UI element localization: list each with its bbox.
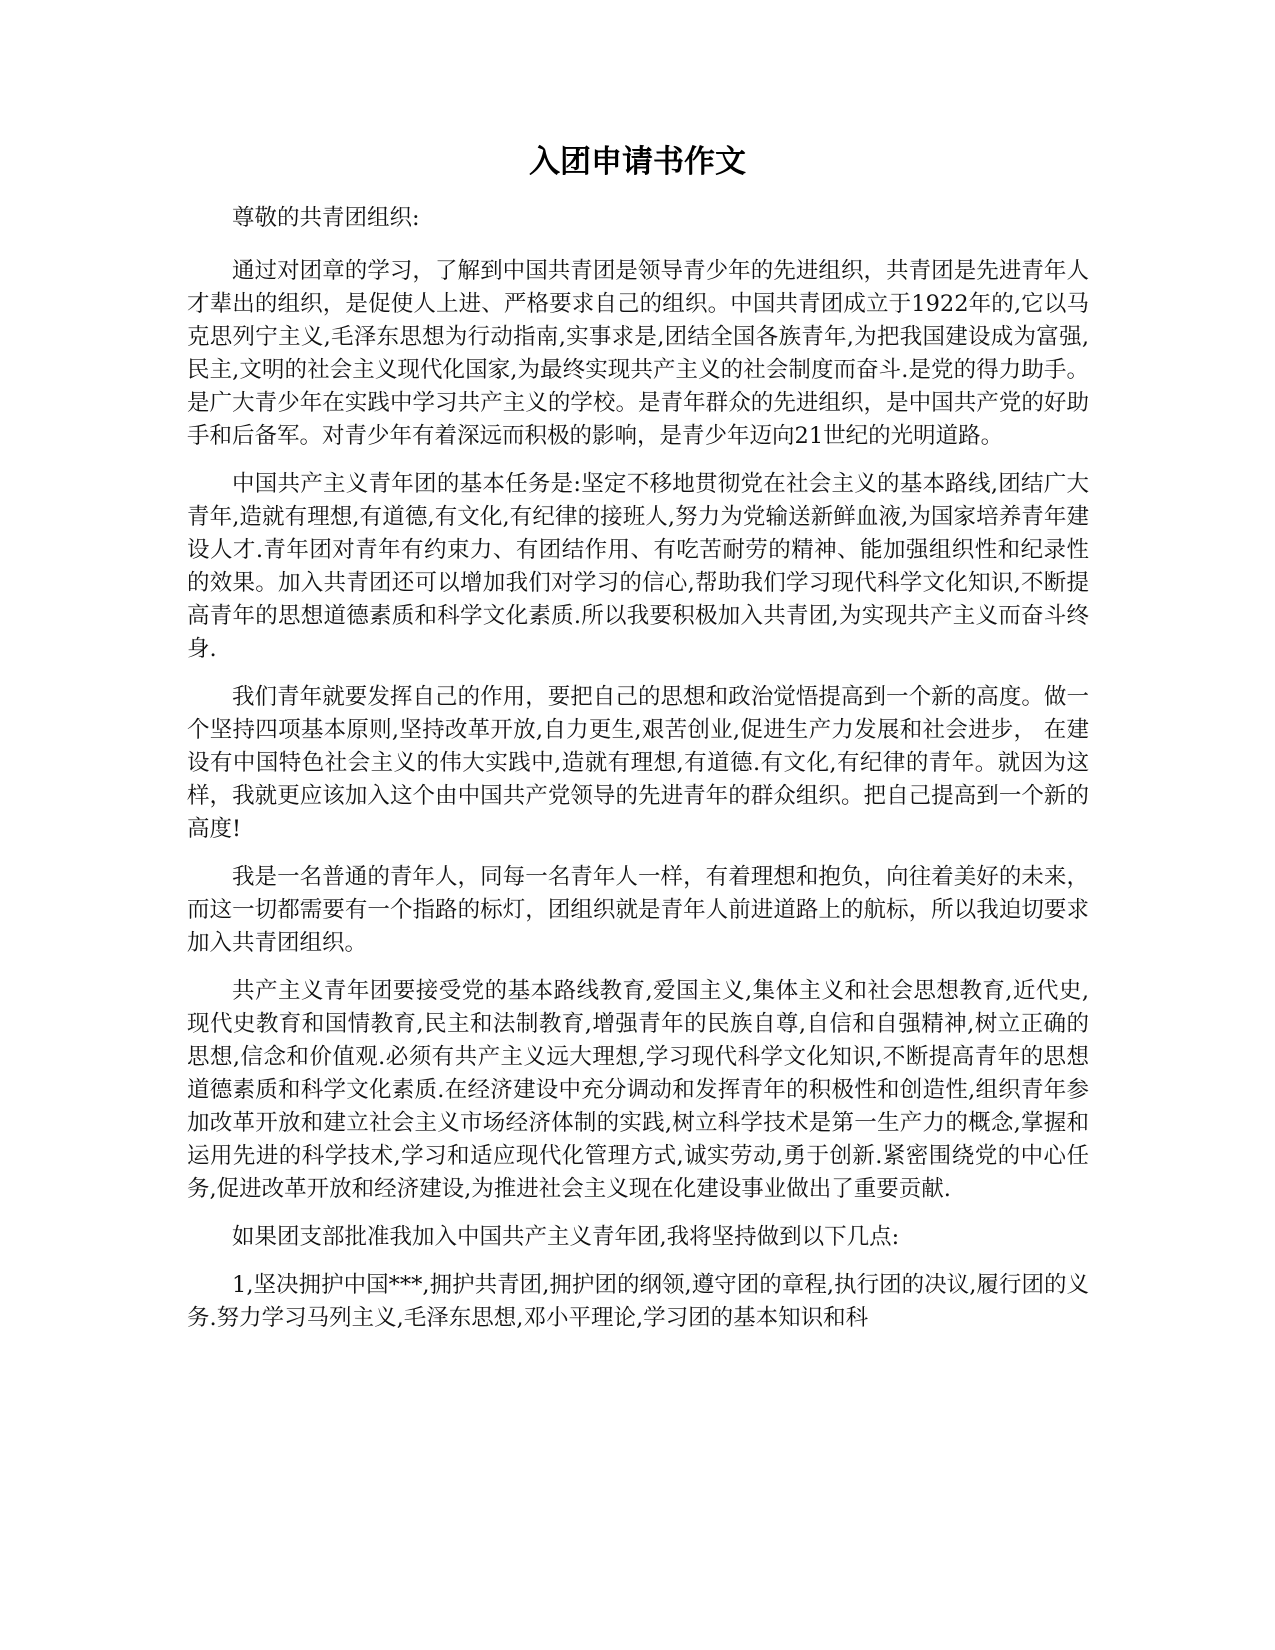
salutation: 尊敬的共青团组织: <box>232 205 420 231</box>
paragraph-6: 如果团支部批准我加入中国共产主义青年团,我将坚持做到以下几点: <box>232 1224 900 1250</box>
paragraph-5: 共产主义青年团要接受党的基本路线教育,爱国主义,集体主义和社会思想教育,近代史,现代史教育和国情教育,民主和法制教育,增强青年的民族自尊,自信和自强精神,树立正确的思想,信念和价值观.必须有共产主义远大理想,学习现代科学文化知识,不断提高青年的思想道德素质和科学文化素质.在经济建设中充分调动和发挥青年的积极性和创造性,组织青年参加改革开放和建立社会主义市场经济体制的实践,树立科学技术是第一生产力的概念,掌握和运用先进的科学技术,学习和适应现代化管理方式,诚实劳动,勇于创新.紧密围绕党的中心任务,促进改革开放和经济建设,为推进社会主义现在化建设事业做出了重要贡献. <box>187 978 1089 1202</box>
paragraph-3: 我们青年就要发挥自己的作用，要把自己的思想和政治觉悟提高到一个新的高度。做一个坚持四项基本原则,坚持改革开放,自力更生,艰苦创业,促进生产力发展和社会进步， 在建设有中国特色社会主义的伟大实践中,造就有理想,有道德.有文化,有纪律的青年。就因为这样，我就更应该加入这个由中国共产党领导的先进青年的群众组织。把自己提高到一个新的高度! <box>187 684 1089 842</box>
paragraph-7: 1,坚决拥护中国***,拥护共青团,拥护团的纲领,遵守团的章程,执行团的决议,履行团的义务.努力学习马列主义,毛泽东思想,邓小平理论,学习团的基本知识和科 <box>187 1272 1089 1331</box>
document-title: 入团申请书作文 <box>529 144 746 180</box>
paragraph-2: 中国共产主义青年团的基本任务是:坚定不移地贯彻党在社会主义的基本路线,团结广大青年,造就有理想,有道德,有文化,有纪律的接班人,努力为党输送新鲜血液,为国家培养青年建设人才.青年团对青年有约束力、有团结作用、有吃苦耐劳的精神、能加强组织性和纪录性的效果。加入共青团还可以增加我们对学习的信心,帮助我们学习现代科学文化知识,不断提高青年的思想道德素质和科学文化素质.所以我要积极加入共青团,为实现共产主义而奋斗终身. <box>187 471 1089 662</box>
document-body <box>187 202 1089 1350</box>
paragraph-4: 我是一名普通的青年人，同每一名青年人一样，有着理想和抱负，向往着美好的未来，而这一切都需要有一个指路的标灯，团组织就是青年人前进道路上的航标，所以我迫切要求加入共青团组织。 <box>187 864 1089 956</box>
paragraph-1: 通过对团章的学习，了解到中国共青团是领导青少年的先进组织，共青团是先进青年人才辈出的组织，是促使人上进、严格要求自己的组织。中国共青团成立于1922年的,它以马克思列宁主义,毛泽东思想为行动指南,实事求是,团结全国各族青年,为把我国建设成为富强,民主,文明的社会主义现代化国家,为最终实现共产主义的社会制度而奋斗.是党的得力助手。是广大青少年在实践中学习共产主义的学校。是青年群众的先进组织，是中国共产党的好助手和后备军。对青少年有着深远而积极的影响，是青少年迈向21世纪的光明道路。 <box>187 258 1089 449</box>
